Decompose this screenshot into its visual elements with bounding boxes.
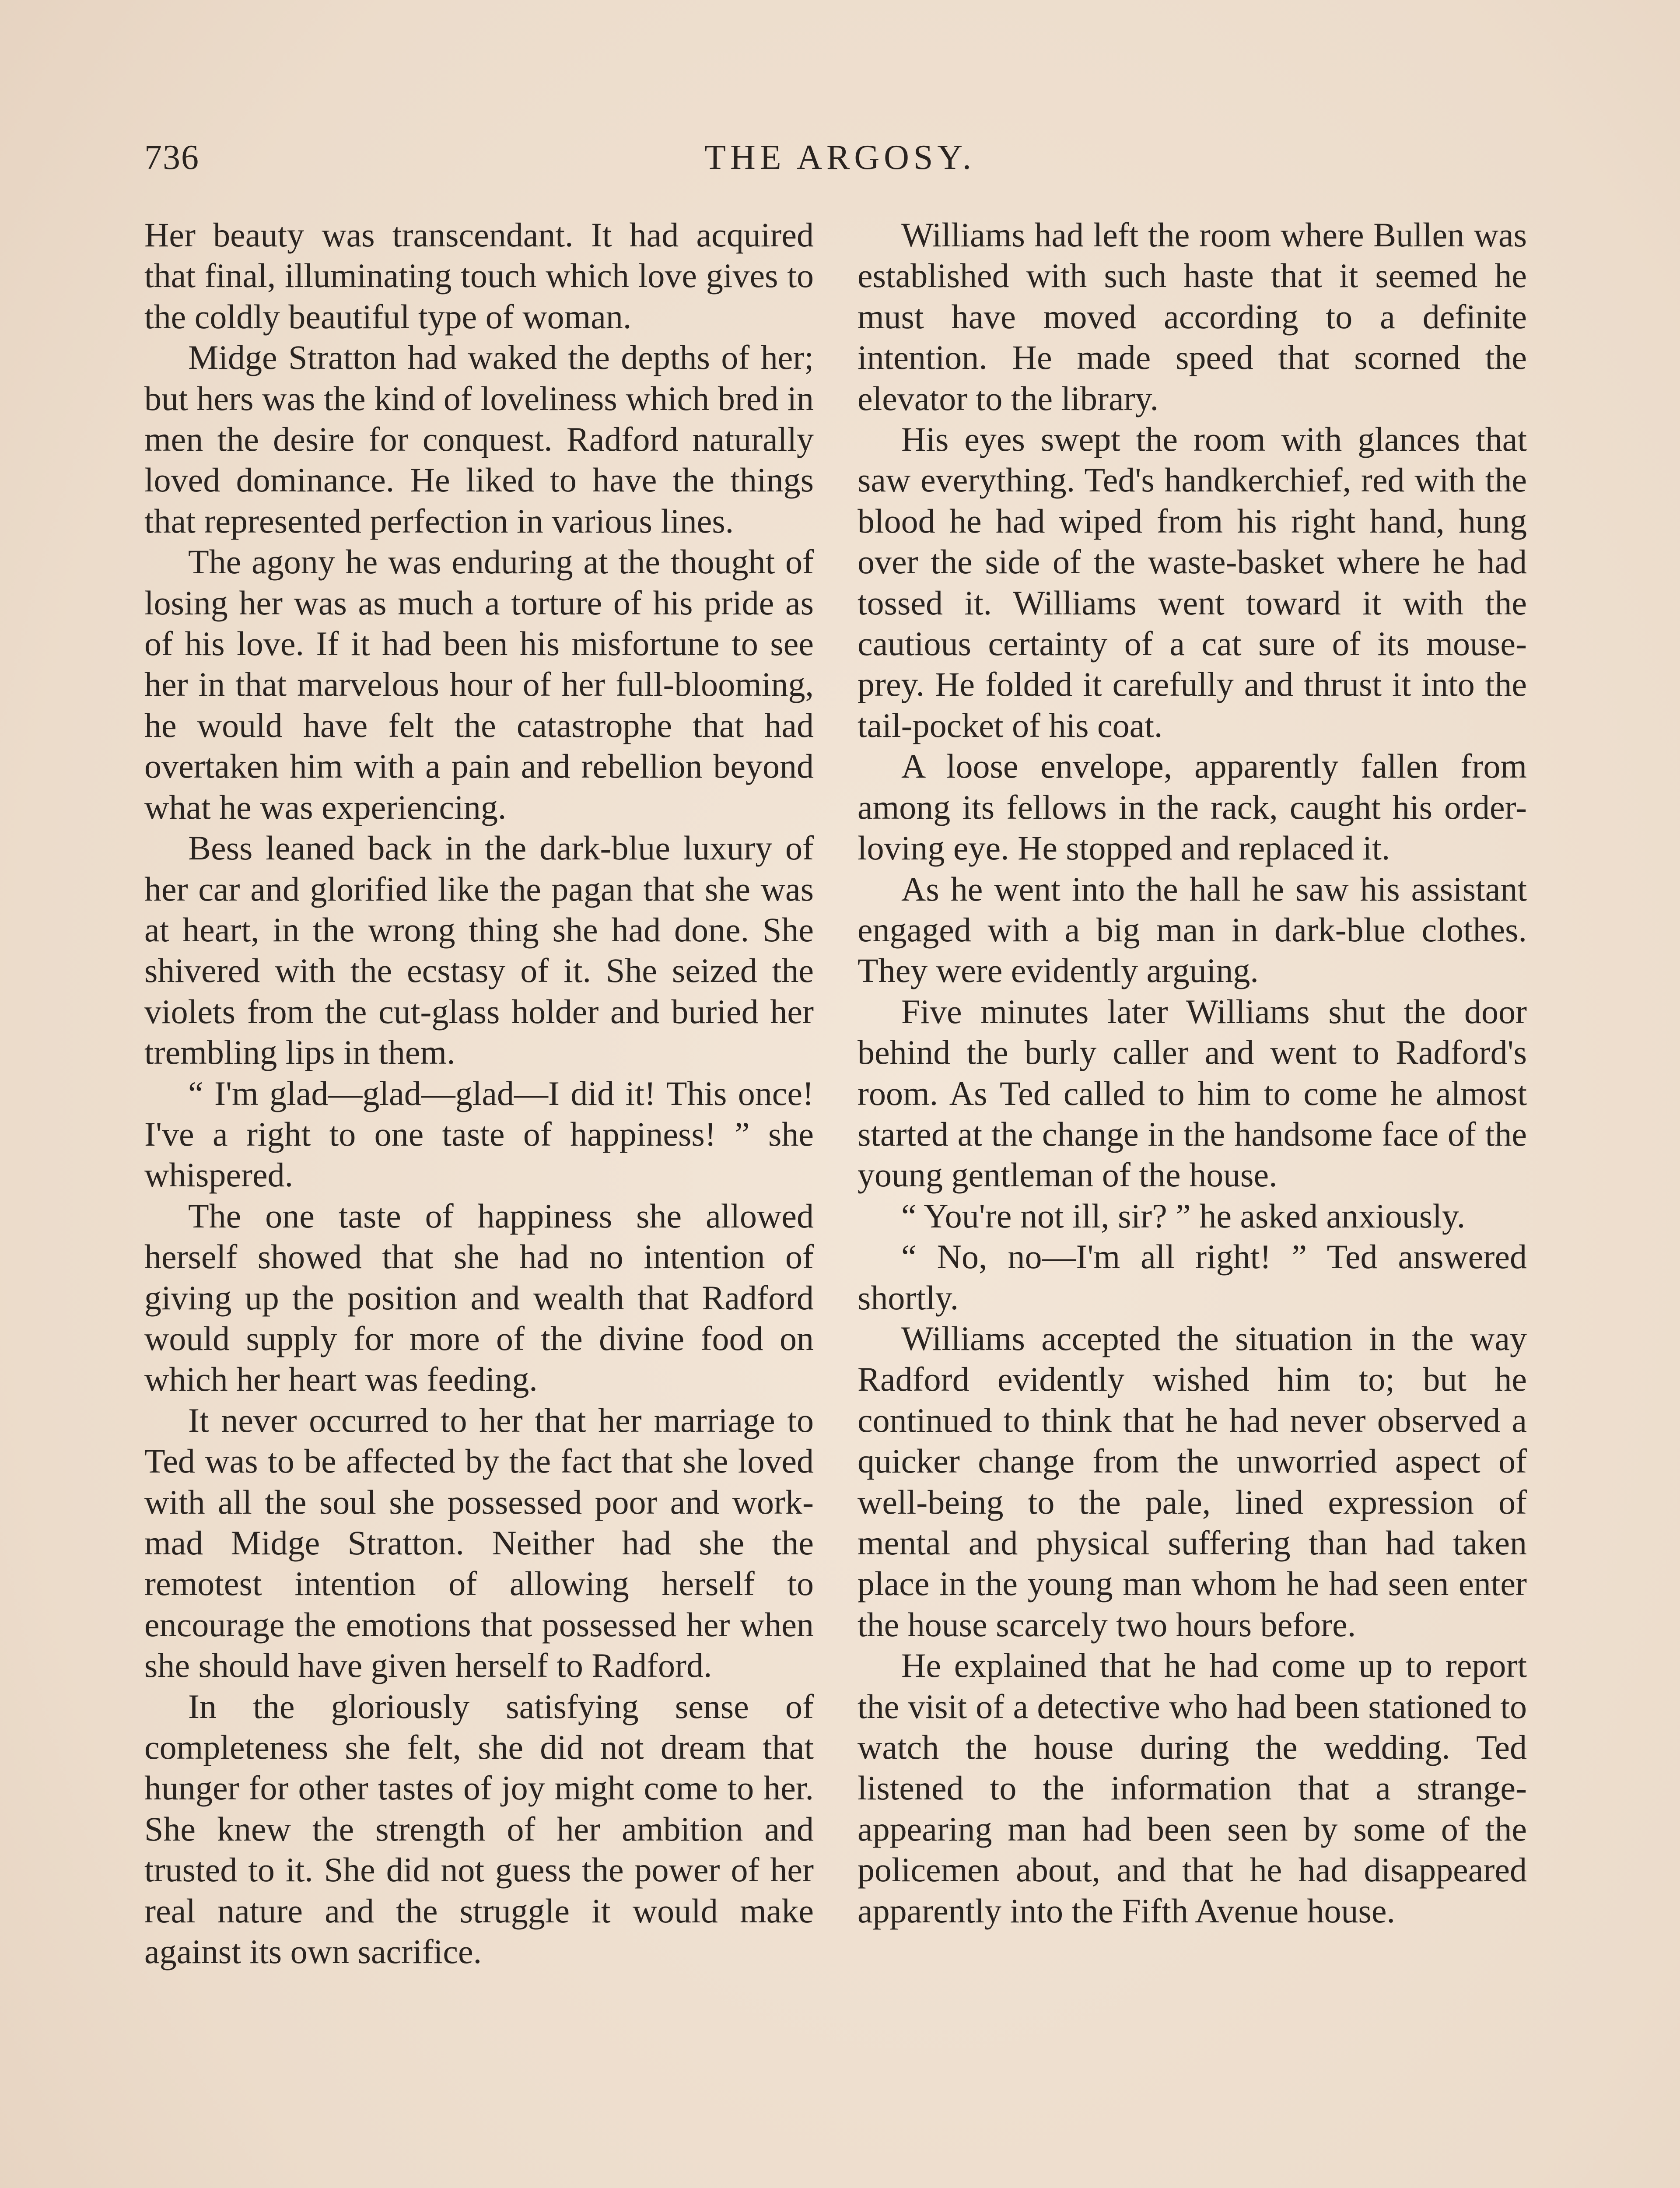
paragraph: His eyes swept the room with glances that saw everything. Ted's handkerchief, red with the blood he had wiped from his right hand, hung over the side of the waste-basket where he had tossed it. Williams went toward it with the cautious certainty of a cat sure of its mouse-prey. He folded it carefully and thrust it into the tail-pocket of his coat. — [858, 420, 1527, 744]
paragraph: Williams had left the room where Bullen was established with such haste that it seemed he must have moved according to a definite intention. He made speed that scorned the elevator to the library. — [858, 216, 1527, 417]
paragraph: It never occurred to her that her marriage to Ted was to be affected by the fact that she loved with all the soul she possessed poor and work-mad Midge Stratton. Neither had she the remotest intention of allowing herself to encourage the emotions that possessed her when she should have given herself to Radford. — [144, 1401, 814, 1685]
page-header — [144, 131, 1536, 184]
paragraph: The one taste of happiness she allowed herself showed that she had no intention of giving up the position and wealth that Radford would supply for more of the divine food on which her heart was feeding. — [144, 1196, 814, 1399]
paragraph: Bess leaned back in the dark-blue luxury of her car and glorified like the pagan that she was at heart, in the wrong thing she had done. She shivered with the ecstasy of it. She seized the violets from the cut-glass holder and buried her trembling lips in them. — [144, 829, 814, 1072]
paragraph: Williams accepted the situation in the way Radford evidently wished him to; but he continued to think that he had never observed a quicker change from the unworried aspect of well-being to the pale, lined expression of mental and physical suffering than had taken place in the young man whom he had seen enter the house scarcely two hours before. — [858, 1319, 1527, 1644]
left-column — [144, 214, 814, 2188]
right-column — [858, 214, 1527, 2188]
paragraph: In the gloriously satisfying sense of completeness she felt, she did not dream that hunger for other tastes of joy might come to her. She knew the strength of her ambition and trusted to it. She did not guess the power of her real nature and the struggle it would make against its own sacrifice. — [144, 1687, 814, 1971]
paragraph: Midge Stratton had waked the depths of her; but hers was the kind of loveliness which bred in men the desire for conquest. Radford naturally loved dominance. He liked to have the things that represented perfection in various lines. — [144, 338, 814, 540]
paragraph: As he went into the hall he saw his assistant engaged with a big man in dark-blue clothes. They were evidently arguing. — [858, 870, 1527, 990]
paragraph: Five minutes later Williams shut the door behind the burly caller and went to Radford's room. As Ted called to him to come he almost started at the change in the handsome face of the young gentleman of the house. — [858, 992, 1527, 1194]
paragraph: “ No, no—I'm all right! ” Ted answered shortly. — [858, 1238, 1527, 1317]
paragraph: “ I'm glad—glad—glad—I did it! This once! I've a right to one taste of happiness! ” she whispered. — [144, 1074, 814, 1194]
paragraph: A loose envelope, apparently fallen from among its fellows in the rack, caught his order-loving eye. He stopped and replaced it. — [858, 747, 1527, 867]
paragraph: Her beauty was transcendant. It had acquired that final, illuminating touch which love gives to the coldly beautiful type of woman. — [144, 216, 814, 336]
paragraph: He explained that he had come up to report the visit of a detective who had been stationed to watch the house during the wedding. Ted listened to the information that a strange-appearing man had been seen by some of the policemen about, and that he had disappeared apparently into the Fifth Avenue house. — [858, 1646, 1527, 1930]
paragraph: The agony he was enduring at the thought of losing her was as much a torture of his pride as of his love. If it had been his misfortune to see her in that marvelous hour of her full-blooming, he would have felt the catastrophe that had overtaken him with a pain and rebellion beyond what he was experiencing. — [144, 543, 814, 826]
page-number: 736 — [144, 138, 200, 177]
paragraph: “ You're not ill, sir? ” he asked anxiously. — [901, 1196, 1466, 1235]
running-title: THE ARGOSY. — [704, 138, 976, 177]
